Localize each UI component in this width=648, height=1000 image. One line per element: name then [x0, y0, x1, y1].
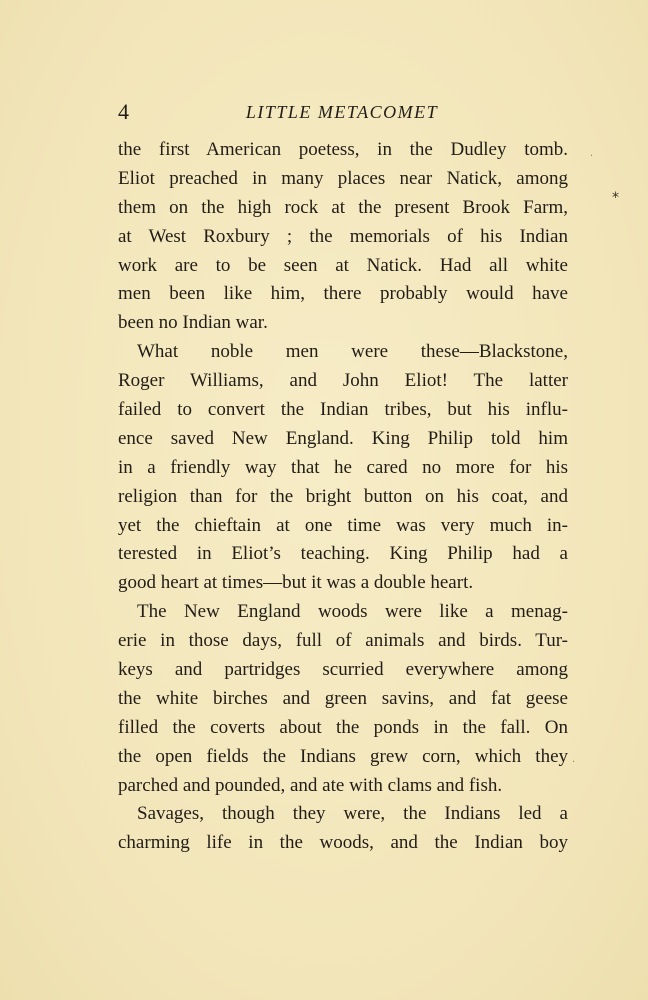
paragraph: [118, 136, 568, 338]
text-line: parched and pounded, and ate with clams and fish.: [118, 774, 503, 796]
paragraph: [118, 800, 568, 858]
text-line: religion than for the bright button on his coat, and: [118, 485, 568, 507]
text-line: the white birches and green savins, and fat geese: [118, 687, 568, 709]
text-line: yet the chieftain at one time was very much in-: [118, 514, 568, 536]
text-line: men been like him, there probably would have: [118, 283, 568, 305]
text-line: Eliot preached in many places near Natick, among: [118, 167, 568, 189]
text-line: them on the high rock at the present Brook Farm,: [118, 196, 568, 218]
text-line: erie in those days, full of animals and birds. Tur-: [118, 630, 568, 652]
paragraph: [118, 598, 568, 800]
text-line: work are to be seen at Natick. Had all white: [118, 254, 568, 276]
text-line: terested in Eliot’s teaching. King Philip had a: [118, 543, 568, 565]
text-line: Savages, though they were, the Indians led a: [137, 803, 568, 825]
running-title: LITTLE METACOMET: [245, 102, 439, 122]
text-line: good heart at times—but it was a double heart.: [118, 572, 474, 594]
text-line: the first American poetess, in the Dudley tomb.: [118, 139, 568, 160]
margin-dot-mark: .: [590, 148, 594, 159]
text-line: the open fields the Indians grew corn, which they: [118, 745, 568, 767]
page-header: [118, 96, 566, 128]
page-number: 4: [118, 99, 129, 124]
text-line: What noble men were these—Blackstone,: [137, 341, 568, 363]
text-line: keys and partridges scurried everywhere among: [118, 659, 568, 681]
margin-asterisk-mark: *: [612, 190, 619, 206]
text-line: The New England woods were like a menag-: [137, 601, 568, 623]
margin-dot-mark: .: [572, 754, 576, 765]
body-text: [118, 136, 568, 858]
text-line: filled the coverts about the ponds in the fall. On: [118, 716, 568, 738]
text-line: charming life in the woods, and the Indian boy: [118, 832, 568, 854]
text-line: Roger Williams, and John Eliot! The latter: [118, 370, 568, 392]
text-line: at West Roxbury ; the memorials of his Indian: [118, 225, 568, 247]
paragraph: [118, 338, 568, 598]
text-line: been no Indian war.: [118, 312, 268, 334]
text-line: in a friendly way that he cared no more for his: [118, 456, 568, 478]
text-line: ence saved New England. King Philip told him: [118, 427, 568, 449]
text-line: failed to convert the Indian tribes, but his influ-: [118, 399, 568, 421]
